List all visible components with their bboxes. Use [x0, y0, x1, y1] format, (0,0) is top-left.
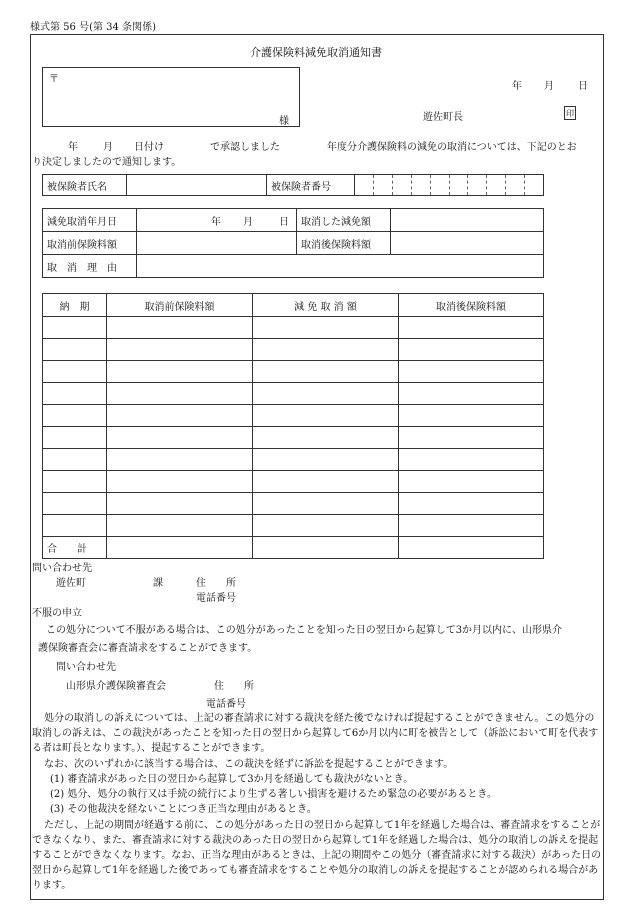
insured-number-label: 被保険者番号 [267, 175, 355, 196]
table-row[interactable] [43, 361, 544, 383]
form-number: 様式第 56 号(第 34 条関係) [30, 22, 156, 33]
before-amount-field[interactable] [137, 232, 297, 255]
insured-table [42, 174, 544, 196]
insured-name-label: 被保険者氏名 [43, 175, 127, 196]
col-header-after: 取消後保険料額 [399, 294, 544, 317]
col-header-before: 取消前保険料額 [107, 294, 253, 317]
cancelled-amount-field[interactable] [391, 209, 544, 232]
cancel-date-label: 減免取消年月日 [43, 209, 137, 232]
schedule-header [43, 294, 544, 317]
reason-field[interactable] [137, 255, 544, 278]
table-row[interactable] [43, 339, 544, 361]
issuer: 遊佐町長 [423, 112, 463, 123]
before-amount-label: 取消前保険料額 [43, 232, 137, 255]
table-row[interactable] [43, 515, 544, 537]
document-title: 介護保険料減免取消通知書 [250, 46, 382, 59]
seal-mark: 印 [564, 106, 576, 120]
table-row[interactable] [43, 427, 544, 449]
insured-number-field[interactable] [355, 175, 544, 196]
after-amount-label: 取消後保険料額 [297, 232, 391, 255]
table-row[interactable] [43, 383, 544, 405]
cancelled-amount-label: 取消した減免額 [297, 209, 391, 232]
list-item: (1) 審査請求があった日の翌日から起算して3か月を経過しても裁決がないとき。 [50, 774, 414, 785]
reason-label: 取 消 理 由 [43, 255, 137, 278]
table-row[interactable] [43, 449, 544, 471]
after-amount-field[interactable] [391, 232, 544, 255]
postal-mark: 〒 [49, 74, 59, 85]
address-box [42, 67, 300, 127]
insured-name-field[interactable] [127, 175, 267, 196]
col-header-due: 納 期 [43, 294, 107, 317]
table-row[interactable] [43, 405, 544, 427]
cancel-info-table [42, 208, 544, 278]
table-row[interactable] [43, 493, 544, 515]
col-header-cancel: 減 免 取 消 額 [253, 294, 399, 317]
addressee-suffix: 様 [279, 116, 289, 127]
total-label: 合 計 [43, 537, 107, 559]
table-row[interactable] [43, 471, 544, 493]
cancel-date-field[interactable]: 年 月 日 [137, 209, 297, 232]
list-item: (2) 処分、処分の執行又は手続の続行により生ずる著しい損害を避けるため緊急の必要があるとき。 [50, 789, 497, 800]
total-row[interactable] [43, 537, 544, 559]
schedule-table [42, 293, 544, 559]
table-row[interactable] [43, 317, 544, 339]
list-item: (3) その他裁決を経ないことにつき正当な理由があるとき。 [50, 804, 317, 815]
lawsuit-items [32, 772, 620, 817]
